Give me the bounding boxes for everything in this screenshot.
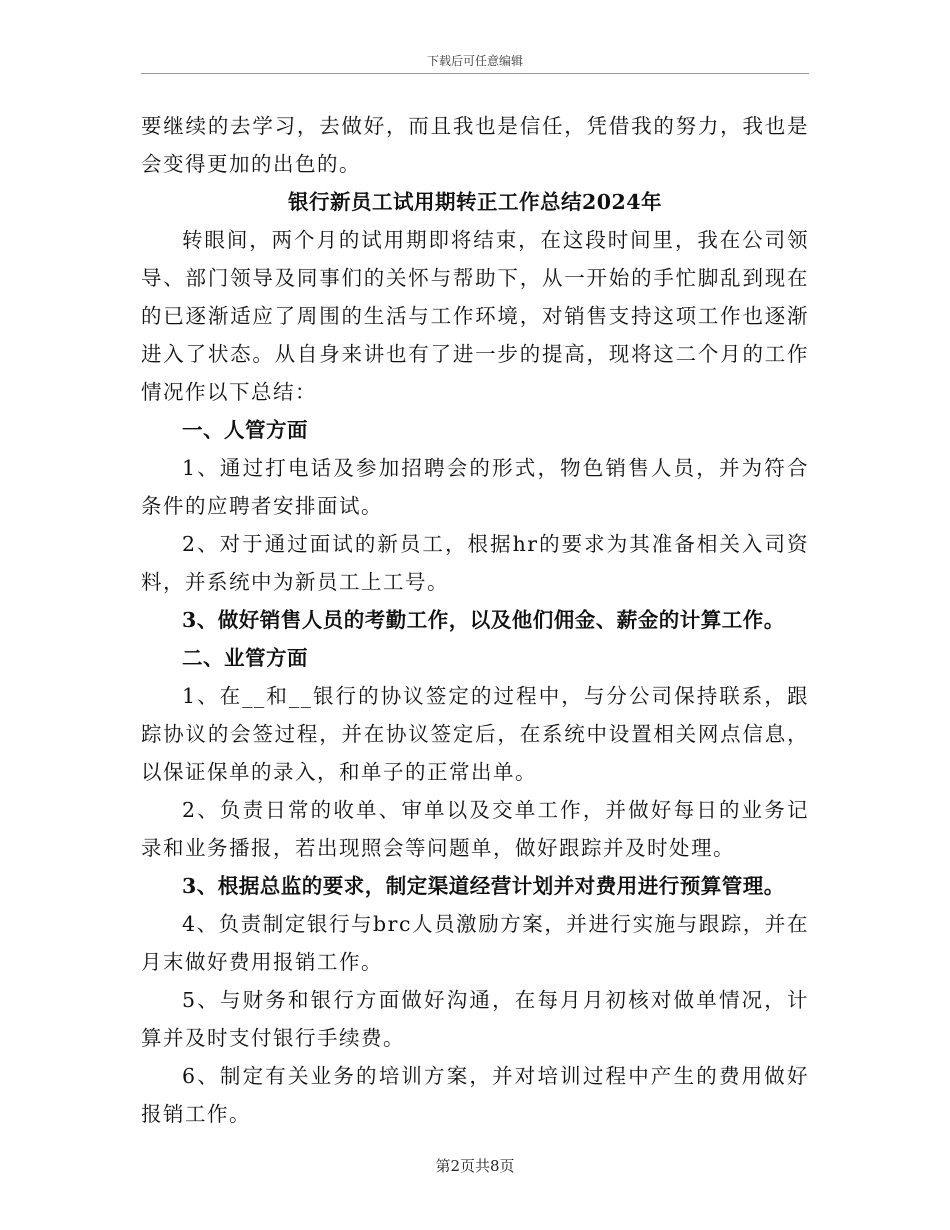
list-item: 1、在__和__银行的协议签定的过程中，与分公司保持联系，跟踪协议的会签过程，并在协议签定后，在系统中设置相关网点信息，以保证保单的录入，和单子的正常出单。 (141, 684, 809, 784)
list-item: 4、负责制定银行与brc人员激励方案，并进行实施与跟踪，并在月末做好费用报销工作。 (141, 912, 809, 974)
list-item: 2、负责日常的收单、审单以及交单工作，并做好每日的业务记录和业务播报，若出现照会等问题单，做好跟踪并及时处理。 (141, 798, 809, 860)
list-item: 2、对于通过面试的新员工，根据hr的要求为其准备相关入司资料，并系统中为新员工上工号。 (141, 532, 809, 594)
list-item: 5、与财务和银行方面做好沟通，在每月月初核对做单情况，计算并及时支付银行手续费。 (141, 988, 809, 1050)
list-item-bold: 3、做好销售人员的考勤工作，以及他们佣金、薪金的计算工作。 (182, 608, 785, 632)
document-body (141, 107, 809, 1133)
list-item: 1、通过打电话及参加招聘会的形式，物色销售人员，并为符合条件的应聘者安排面试。 (141, 456, 809, 518)
heading-personnel: 一、人管方面 (182, 418, 308, 442)
paragraph-continuation: 要继续的去学习，去做好，而且我也是信任，凭借我的努力，我也是会变得更加的出色的。 (141, 114, 809, 176)
list-item: 6、制定有关业务的培训方案，并对培训过程中产生的费用做好报销工作。 (141, 1064, 809, 1126)
header-divider (141, 73, 809, 74)
list-item-bold: 3、根据总监的要求，制定渠道经营计划并对费用进行预算管理。 (182, 874, 785, 898)
paragraph-intro: 转眼间，两个月的试用期即将结束，在这段时间里，我在公司领导、部门领导及同事们的关怀与帮助下，从一开始的手忙脚乱到现在的已逐渐适应了周围的生活与工作环境，对销售支持这项工作也逐渐进入了状态。从自身来讲也有了进一步的提高，现将这二个月的工作情况作以下总结： (141, 228, 809, 404)
heading-business: 二、业管方面 (182, 646, 308, 670)
section-title: 银行新员工试用期转正工作总结2024年 (287, 190, 663, 214)
page-header: 下载后可任意编辑 (426, 54, 523, 68)
page-number: 第2页共8页 (435, 1157, 515, 1175)
